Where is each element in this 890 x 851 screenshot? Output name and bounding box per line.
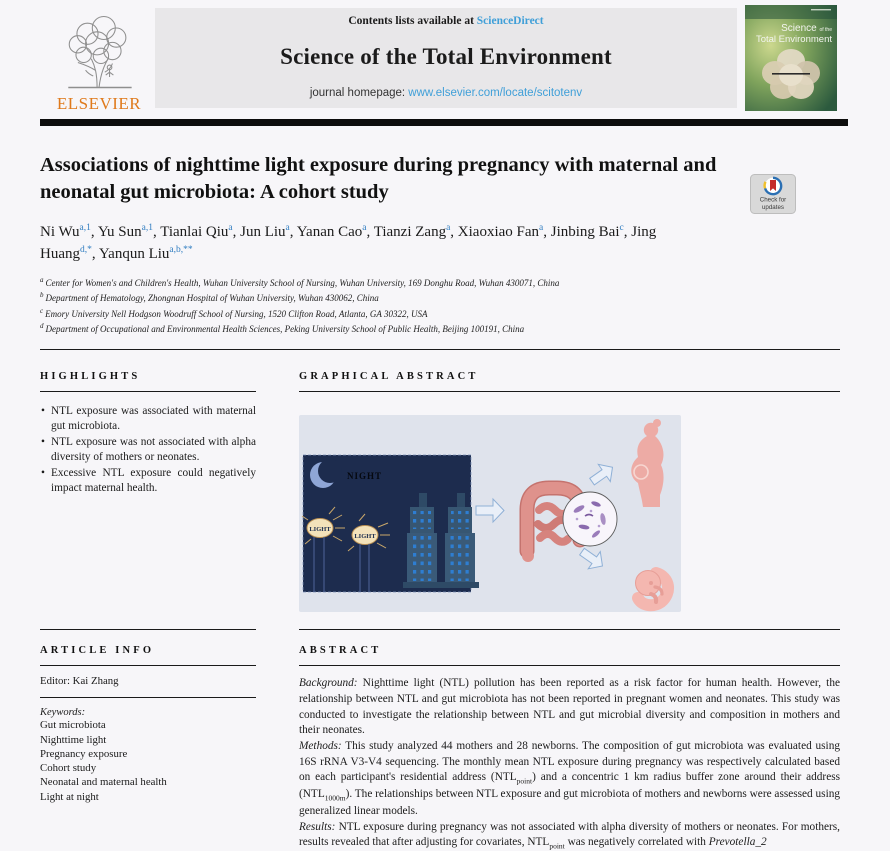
author-sep: , (543, 224, 551, 241)
keyword: Cohort study (40, 762, 97, 775)
author-name: Jun Liu (240, 224, 286, 241)
abstract-background (299, 676, 840, 739)
author-sup: a (228, 223, 233, 234)
background-text: Nighttime light (NTL) pollution has been reported as a risk factor for human health. However, the relationship between NTL and gut microbiota has not been reported in pregnant women and neonates. This study was conducted to investigate the relationship between NTL and gut microbial diversity and composition in mothers and their neonates. (299, 677, 840, 737)
author (99, 246, 193, 262)
journal-cover-thumbnail (745, 5, 837, 111)
keyword: Neonatal and maternal health (40, 776, 167, 789)
author-sup: c (619, 223, 624, 234)
affiliation-text: Center for Women's and Children's Health, Wuhan University School of Nursing, Wuhan University, 169 Donghu Road, Wuhan 430071, China (45, 277, 560, 288)
affiliation-list (40, 275, 840, 337)
elsevier-logo (45, 8, 153, 114)
keyword: Pregnancy exposure (40, 747, 128, 760)
author-sep: , (90, 224, 98, 241)
author-sup: d,* (80, 245, 92, 256)
keyword: Gut microbiota (40, 719, 106, 732)
results-text: NTL exposure during pregnancy was not associated with alpha diversity of mothers or neonates. For mothers, results revealed that after adjusting for covariates, NTL (299, 820, 840, 849)
highlights-heading: HIGHLIGHTS (40, 371, 256, 392)
highlights-section (40, 371, 256, 612)
keyword: Light at night (40, 790, 99, 803)
affiliation (40, 275, 840, 290)
author (98, 224, 160, 240)
author-sup: a (362, 223, 367, 234)
affiliation-sup: b (40, 291, 44, 300)
author-sup: a (446, 223, 451, 234)
affiliation-text: Department of Occupational and Environmental Health Sciences, Peking University School of Public Health, Beijing 100191, China (45, 323, 525, 334)
sciencedirect-link[interactable]: ScienceDirect (476, 15, 544, 27)
header-divider-bar (40, 119, 848, 126)
methods-text: This study analyzed 44 mothers and 28 newborns. The composition of gut microbiota was evaluated using 16S rRNA V3-V4 sequencing. The monthly mean NTL exposure during pregnancy was respectively calculated based on each participant's residential address (NTL (299, 740, 840, 784)
author-name: Ni Wu (40, 224, 80, 241)
keyword: Nighttime light (40, 733, 107, 746)
methods-label: Methods: (299, 740, 342, 753)
cover-title-1: Science (781, 23, 817, 34)
graphical-abstract-section (299, 371, 840, 612)
author-name: Jing Huang (40, 224, 657, 263)
homepage-prefix: journal homepage: (309, 87, 409, 99)
ntl-point-subscript: point (549, 841, 565, 851)
author-sep: , (289, 224, 297, 241)
affiliation-sup: a (40, 275, 44, 284)
author-name: Jinbing Bai (550, 224, 620, 241)
journal-homepage-link[interactable]: www.elsevier.com/locate/scitotenv (408, 87, 583, 99)
methods-text: ). The relationships between NTL exposure and gut microbiota of mothers and newborns were assessed using generalized linear models. (299, 788, 841, 817)
background-label: Background: (299, 677, 358, 690)
cover-title-2: of the (819, 27, 832, 33)
fetus-icon (636, 571, 669, 606)
ntl-1000m-subscript: 1000m (324, 793, 346, 803)
author-sup: a,1 (79, 223, 91, 234)
editor-line: Editor: Kai Zhang (40, 675, 256, 698)
graphical-abstract-heading: GRAPHICAL ABSTRACT (299, 371, 840, 392)
cover-title-3: Total Environment (755, 34, 832, 45)
author-sup: a (285, 223, 290, 234)
author-name: Tianlai Qiu (160, 224, 229, 241)
elsevier-tree-icon (51, 12, 147, 92)
author-sep: , (232, 224, 241, 241)
badge-text-2: updates (761, 204, 785, 211)
abstract-body (299, 676, 840, 851)
contents-prefix: Contents lists available at (348, 15, 477, 27)
affiliation (40, 321, 840, 336)
abstract-heading: ABSTRACT (299, 645, 840, 666)
journal-header (45, 8, 837, 114)
highlight-item: • NTL exposure was associated with maternal gut microbiota. (40, 404, 256, 434)
affiliation (40, 290, 840, 305)
results-text: was negatively correlated with (564, 836, 709, 849)
highlights-list (40, 404, 256, 496)
author-sep: , (450, 224, 458, 241)
author-sep: , (91, 246, 99, 263)
affiliation-text: Department of Hematology, Zhongnan Hospital of Wuhan University, Wuhan 430062, China (45, 293, 379, 304)
author (160, 224, 240, 240)
author-sup: a,b,** (169, 245, 193, 256)
affiliation-text: Emory University Nell Hodgson Woodruff School of Nursing, 1520 Clifton Road, Atlanta, GA 30322, USA (45, 308, 428, 319)
journal-masthead (155, 8, 737, 108)
author-name: Yu Sun (97, 224, 142, 241)
affiliation-sup: d (40, 321, 44, 330)
author-name: Yanan Cao (296, 224, 363, 241)
author-sup: a,1 (141, 223, 153, 234)
author-list (40, 222, 690, 266)
abstract-results (299, 820, 840, 851)
article-info-section (40, 629, 256, 851)
author (40, 224, 98, 240)
graphical-abstract-figure (299, 415, 681, 612)
highlight-item: • NTL exposure was not associated with alpha diversity of mothers or neonates. (40, 435, 256, 465)
author-sep: , (152, 224, 161, 241)
night-label: NIGHT (347, 471, 383, 482)
journal-cover-icon (745, 5, 837, 111)
article-info-heading: ARTICLE INFO (40, 645, 256, 666)
author-name: Tianzi Zang (373, 224, 447, 241)
author-sep: , (623, 224, 632, 241)
author-name: Xiaoxiao Fan (457, 224, 540, 241)
taxon-name: Prevotella_2 (708, 836, 767, 849)
author (458, 224, 551, 240)
microbes-circle-icon (563, 492, 617, 546)
author-sup: a (539, 223, 544, 234)
journal-title: Science of the Total Environment (280, 44, 612, 69)
contents-line (165, 15, 727, 27)
ntl-point-subscript: point (516, 776, 533, 786)
abstract-methods (299, 739, 840, 819)
affiliation (40, 306, 840, 321)
methods-text: ) and a concentric 1 km radius buffer zone around their address (NTL (299, 771, 841, 801)
homepage-line (165, 87, 727, 99)
affiliation-sup: c (40, 306, 44, 315)
elsevier-wordmark: ELSEVIER (56, 94, 142, 113)
light-label: LIGHT (309, 526, 331, 534)
author (551, 224, 631, 240)
abstract-section (299, 629, 840, 851)
badge-text-1: Check for (759, 196, 787, 204)
highlight-item: • Excessive NTL exposure could negatively impact maternal health. (40, 466, 256, 496)
article-title: Associations of nighttime light exposure during pregnancy with maternal and neonatal gut microbiota: A cohort study (40, 154, 717, 203)
keywords-label: Keywords: (40, 707, 86, 719)
author (297, 224, 374, 240)
author (240, 224, 297, 240)
author (374, 224, 458, 240)
check-for-updates-badge[interactable] (750, 174, 796, 219)
light-label: LIGHT (354, 533, 376, 541)
author-name: Yanqun Liu (98, 246, 170, 263)
author-sep: , (366, 224, 374, 241)
night-city-panel (302, 455, 479, 592)
check-for-updates-icon (750, 174, 796, 214)
results-label: Results: (299, 820, 336, 833)
